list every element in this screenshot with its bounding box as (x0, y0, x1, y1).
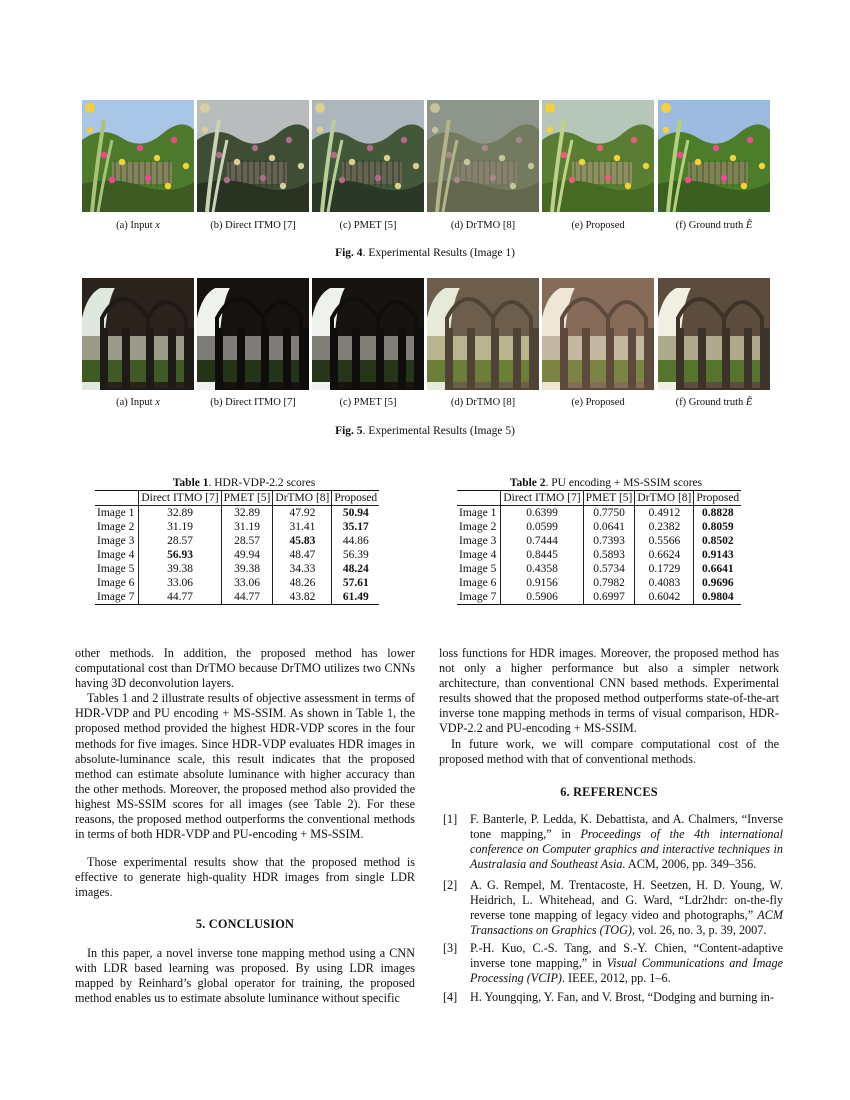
reference-number: [4] (443, 990, 458, 1004)
table-cell: 0.9696 (701, 577, 734, 589)
figure-5-images (82, 278, 770, 390)
table-cell: 34.33 (273, 562, 332, 576)
table-cell: 0.2382 (635, 520, 694, 534)
reference-number: [1] (443, 812, 458, 826)
table-cell: 0.6997 (583, 590, 635, 605)
right-column-text (439, 646, 779, 767)
table-cell: 0.6042 (635, 590, 694, 605)
subcaption: (d) DrTMO [8] (450, 397, 516, 408)
table-cell: 45.83 (273, 534, 332, 548)
table-header-cell: PMET [5] (583, 491, 635, 506)
table-cell: 32.89 (221, 506, 273, 521)
subcaption: (e) Proposed (571, 397, 625, 408)
table-cell: 28.57 (221, 534, 273, 548)
table-row-header: Image 2 (457, 520, 501, 534)
table-row (457, 520, 741, 534)
fig4-image-pmet (312, 100, 424, 212)
table-cell: 39.38 (139, 562, 221, 576)
table-cell: 0.6399 (501, 506, 583, 521)
subcaption: (a) Input x (116, 397, 160, 408)
reference-number: [3] (443, 941, 458, 955)
fig5-image-ground-truth (658, 278, 770, 390)
table-header-row (457, 491, 741, 506)
table-cell: 0.4358 (501, 562, 583, 576)
section-heading-conclusion: 5. CONCLUSION (195, 917, 295, 931)
table-1-title: Table 1. HDR-VDP-2.2 scores (172, 477, 316, 489)
fig4-image-proposed (542, 100, 654, 212)
table-row-header: Image 3 (457, 534, 501, 548)
table-row-header: Image 4 (457, 548, 501, 562)
table-cell: 0.8502 (701, 535, 734, 547)
table-cell: 48.47 (273, 548, 332, 562)
table-cell: 0.7982 (583, 576, 635, 590)
subcaption: (f) Ground truth Ẽ (675, 220, 753, 231)
table-row (457, 506, 741, 521)
table-cell: 31.41 (273, 520, 332, 534)
table-row-header: Image 7 (457, 590, 501, 605)
table-cell: 0.9804 (694, 590, 741, 605)
subcaption: (f) Ground truth Ẽ (675, 397, 753, 408)
figure-5-caption: Fig. 5. Experimental Results (Image 5) (335, 425, 515, 437)
table-cell: 32.89 (139, 506, 221, 521)
table-cell: 0.5906 (501, 590, 583, 605)
subcaption: (b) Direct ITMO [7] (210, 220, 296, 231)
table-cell: 33.06 (139, 576, 221, 590)
left-column-text (75, 646, 415, 901)
table-header-cell (457, 491, 501, 506)
table-cell: 0.1729 (635, 562, 694, 576)
reference-4: [4] H. Youngqing, Y. Fan, and V. Brost, “Dodging and burning in- (443, 990, 774, 1004)
table-row-header: Image 3 (95, 534, 139, 548)
table-cell: 28.57 (139, 534, 221, 548)
table-header-cell: Proposed (694, 491, 741, 506)
table-cell: 61.49 (332, 590, 379, 605)
table-row (95, 576, 379, 590)
table-cell: 48.26 (273, 576, 332, 590)
table-cell: 31.19 (139, 520, 221, 534)
subcaption: (b) Direct ITMO [7] (210, 397, 296, 408)
table-row (457, 576, 741, 590)
table-cell: 57.61 (342, 577, 369, 589)
table-row (95, 534, 379, 548)
figure-4-caption: Fig. 4. Experimental Results (Image 1) (335, 247, 515, 259)
table-cell: 0.0599 (501, 520, 583, 534)
paragraph: Tables 1 and 2 illustrate results of objective assessment in terms of HDR-VDP and PU encoding + MS-SSIM. As shown in Table 1, the proposed method provided the highest HDR-VDP scores in the four methods for five images. Since HDR-VDP evaluates HDR images in absolute-luminance scale, this result indicates that the proposed method can estimate absolute luminance with higher accuracy than the other methods. Moreover, the proposed method also provided the highest MS-SSIM scores for all images (see Table 2). For these reasons, the proposed method outperforms the conventional methods in terms of both HDR-VDP and PU-encoding + MS-SSIM. (75, 691, 415, 842)
reference-1: [1] F. Banterle, P. Ledda, K. Debattista, and A. Chalmers, “Inverse tone mapping,” in Proceedings of the 4th international conference on Computer graphics and interactive techniques in Australasia and Southeast Asia. ACM, 2006, pp. 349–356. (443, 812, 783, 872)
table-row (457, 548, 741, 562)
table-cell: 0.0641 (583, 520, 635, 534)
fig4-image-direct-itmo (197, 100, 309, 212)
subcaption: (e) Proposed (571, 220, 625, 231)
table-row-header: Image 7 (95, 590, 139, 605)
table-cell: 0.8828 (701, 507, 734, 519)
table-cell: 31.19 (221, 520, 273, 534)
fig4-image-ground-truth (658, 100, 770, 212)
table-header-cell: Direct ITMO [7] (501, 491, 583, 506)
table-cell: 0.9143 (701, 549, 734, 561)
subcaption: (c) PMET [5] (339, 397, 397, 408)
table-2-grid (457, 490, 741, 605)
paragraph: loss functions for HDR images. Moreover, the proposed method has not only a higher performance but also a simpler network architecture, than conventional CNN based methods. Experimental results showed that the proposed method outperforms state-of-the-art inverse tone mapping methods in terms of visual comparison, HDR-VDP-2.2 and PU-encoding + MS-SSIM. (439, 646, 779, 736)
paragraph: Those experimental results show that the proposed method is effective to generate high-quality HDR images from single LDR images. (75, 855, 415, 900)
table-2-title: Table 2. PU encoding + MS-SSIM scores (509, 477, 703, 489)
subcaption: (c) PMET [5] (339, 220, 397, 231)
table-row-header: Image 1 (95, 506, 139, 521)
table-cell: 43.82 (273, 590, 332, 605)
table-cell: 56.93 (139, 548, 221, 562)
table-cell: 0.8445 (501, 548, 583, 562)
fig5-image-direct-itmo (197, 278, 309, 390)
table-header-cell: DrTMO [8] (635, 491, 694, 506)
paragraph: In this paper, a novel inverse tone mapping method using a CNN with LDR based learning was proposed. By using LDR images mapped by Reinhard’s global operator for training, the proposed method enables us to estimate absolute luminance without specific (75, 946, 415, 1006)
table-row (457, 534, 741, 548)
fig5-image-input (82, 278, 194, 390)
figure-5-subcaptions (82, 397, 770, 411)
table-row (457, 590, 741, 605)
table-cell: 35.17 (342, 521, 369, 533)
figure-4-images (82, 100, 770, 212)
table-header-cell: Proposed (332, 491, 379, 506)
table-2 (457, 477, 755, 605)
table-row-header: Image 6 (457, 576, 501, 590)
table-cell: 0.4912 (635, 506, 694, 521)
table-cell: 0.7750 (583, 506, 635, 521)
table-cell: 44.77 (221, 590, 273, 605)
conclusion-text (75, 946, 415, 1006)
table-cell: 0.7444 (501, 534, 583, 548)
reference-number: [2] (443, 878, 458, 892)
table-cell: 47.92 (273, 506, 332, 521)
table-1 (95, 477, 393, 605)
table-header-cell (95, 491, 139, 506)
table-cell: 0.5566 (635, 534, 694, 548)
table-header-cell: DrTMO [8] (273, 491, 332, 506)
table-cell: 44.86 (342, 535, 369, 547)
table-cell: 0.6641 (701, 563, 734, 575)
fig4-image-input (82, 100, 194, 212)
paragraph: other methods. In addition, the proposed method has lower computational cost than DrTMO because DrTMO utilizes two CNNs having 3D deconvolution layers. (75, 646, 415, 691)
table-cell: 39.38 (221, 562, 273, 576)
table-row (95, 562, 379, 576)
section-heading-references: 6. REFERENCES (560, 785, 658, 799)
table-row-header: Image 4 (95, 548, 139, 562)
table-header-cell: PMET [5] (221, 491, 273, 506)
table-1-grid (95, 490, 379, 605)
table-row-header: Image 6 (95, 576, 139, 590)
fig5-image-pmet (312, 278, 424, 390)
table-cell: 0.6624 (635, 548, 694, 562)
table-cell: 56.39 (342, 549, 369, 561)
table-row (95, 590, 379, 605)
fig4-image-drtmo (427, 100, 539, 212)
table-header-row (95, 491, 379, 506)
table-row (95, 548, 379, 562)
table-cell: 49.94 (221, 548, 273, 562)
table-row-header: Image 5 (95, 562, 139, 576)
table-row-header: Image 1 (457, 506, 501, 521)
table-row-header: Image 5 (457, 562, 501, 576)
reference-3: [3] P.-H. Kuo, C.-S. Tang, and S.-Y. Chien, “Content-adaptive inverse tone mapping,” in Visual Communications and Image Processing (VCIP). IEEE, 2012, pp. 1–6. (443, 941, 783, 986)
table-cell: 0.7393 (583, 534, 635, 548)
table-cell: 44.77 (139, 590, 221, 605)
table-row-header: Image 2 (95, 520, 139, 534)
fig5-image-drtmo (427, 278, 539, 390)
table-row (457, 562, 741, 576)
table-cell: 0.9156 (501, 576, 583, 590)
table-cell: 0.8059 (701, 521, 734, 533)
table-cell: 0.5734 (583, 562, 635, 576)
table-row (95, 506, 379, 521)
fig5-image-proposed (542, 278, 654, 390)
table-cell: 50.94 (342, 507, 369, 519)
subcaption: (d) DrTMO [8] (450, 220, 516, 231)
figure-4-subcaptions (82, 220, 770, 234)
table-cell: 0.5893 (583, 548, 635, 562)
table-row (95, 520, 379, 534)
table-cell: 33.06 (221, 576, 273, 590)
table-cell: 0.4083 (635, 576, 694, 590)
table-header-cell: Direct ITMO [7] (139, 491, 221, 506)
paragraph: In future work, we will compare computational cost of the proposed method with that of conventional methods. (439, 736, 779, 766)
reference-2: [2] A. G. Rempel, M. Trentacoste, H. Seetzen, H. D. Young, W. Heidrich, L. Whitehead, and G. Ward, “Ldr2hdr: on-the-fly reverse tone mapping of legacy video and photographs,” ACM Transactions on Graphics (TOG), vol. 26, no. 3, p. 39, 2007. (443, 878, 783, 938)
table-cell: 48.24 (342, 563, 369, 575)
subcaption: (a) Input x (116, 220, 160, 231)
